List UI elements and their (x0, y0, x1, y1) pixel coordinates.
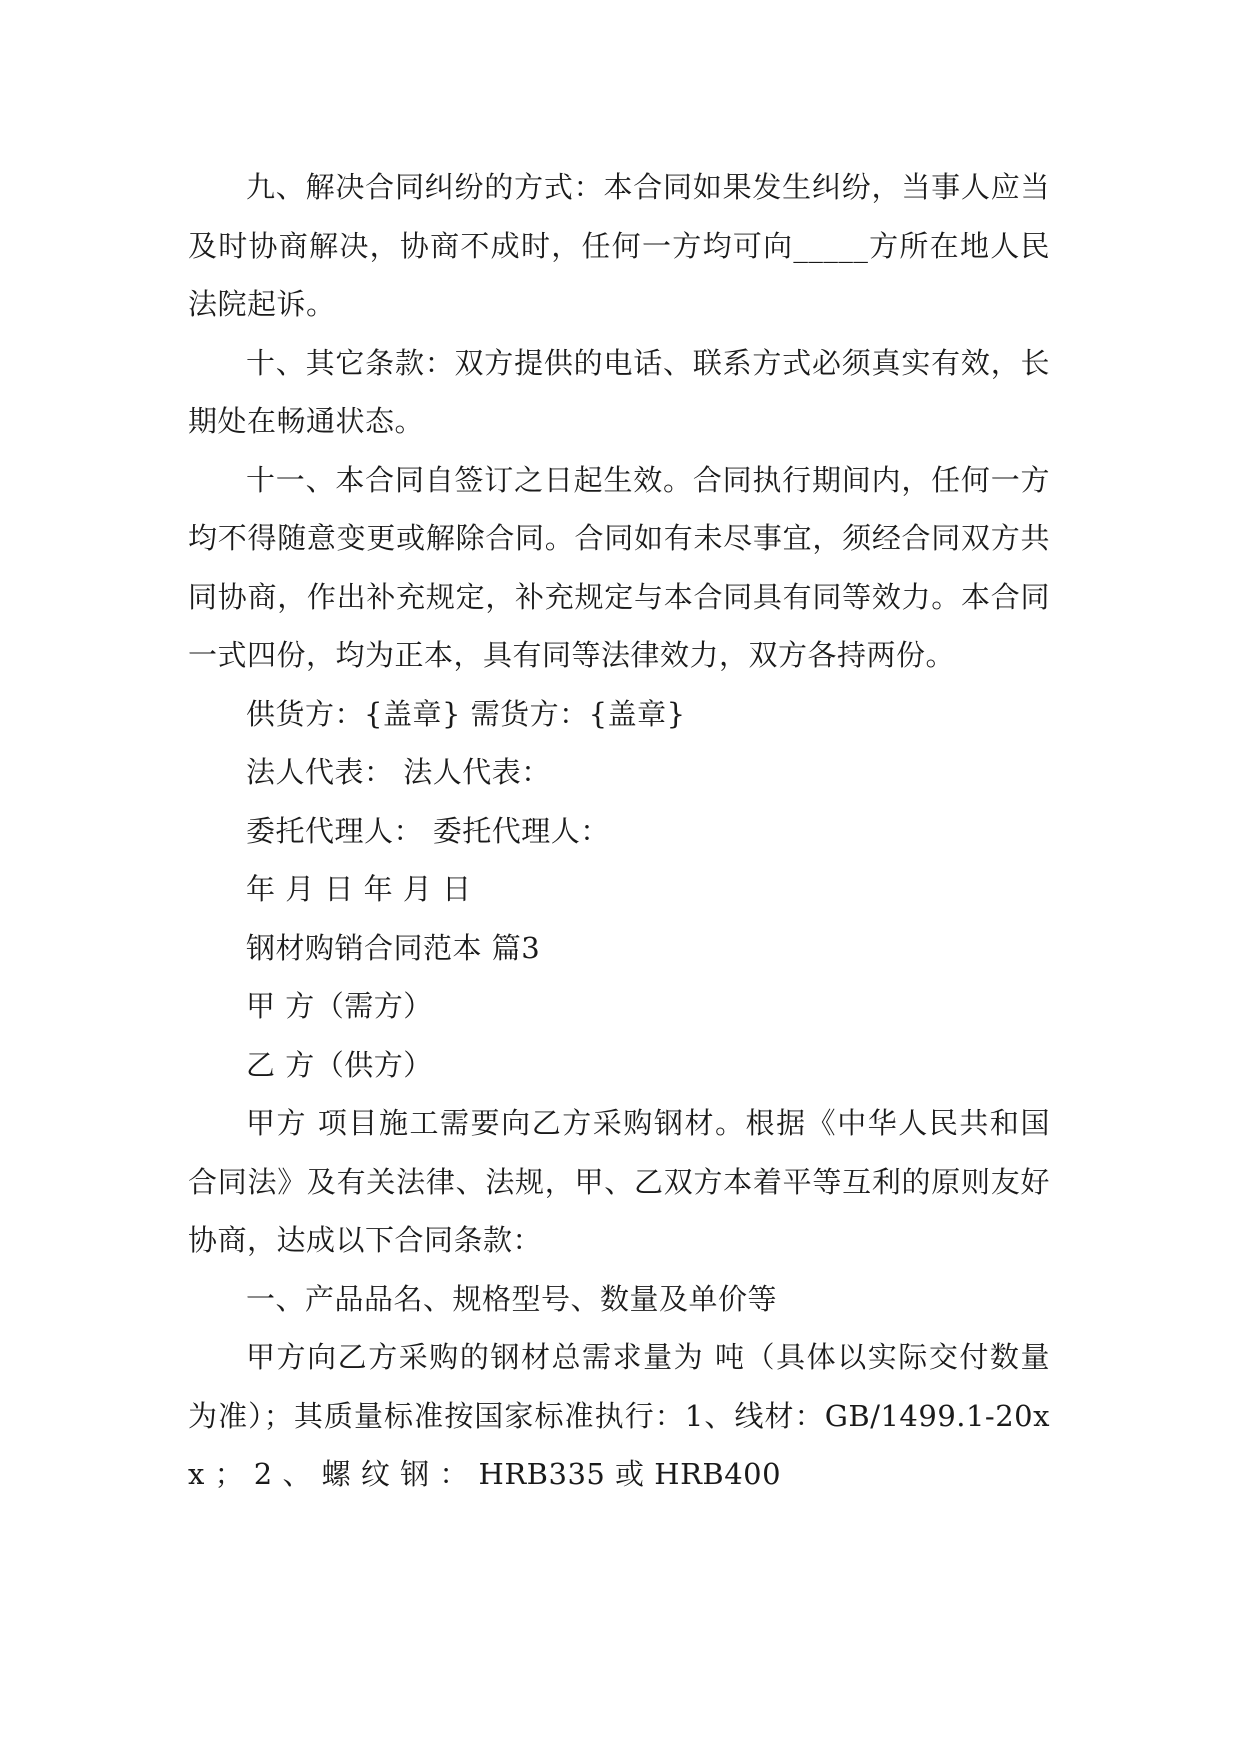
authorized-agent-line: 委托代理人： 委托代理人： (246, 813, 610, 848)
article-1-body: 甲方向乙方采购的钢材总需求量为 吨（具体以实际交付数量为准）；其质量标准按国家标准执行：1、线材：GB/1499.1-20xx ； 2 、 螺 纹 钢 ： HRB335 或 HRB400 (188, 1340, 1050, 1491)
clause-11-effectiveness: 十一、本合同自签订之日起生效。合同执行期间内，任何一方均不得随意变更或解除合同。合同如有未尽事宜，须经合同双方共同协商，作出补充规定，补充规定与本合同具有同等效力。本合同一式四份，均为正本，具有同等法律效力，双方各持两份。 (188, 462, 1050, 672)
clause-9-dispute-resolution: 九、解决合同纠纷的方式：本合同如果发生纠纷，当事人应当及时协商解决，协商不成时，任何一方均可向_____方所在地人民法院起诉。 (188, 170, 1050, 321)
legal-representative-line: 法人代表： 法人代表： (246, 755, 551, 789)
date-line: 年 月 日 年 月 日 (246, 872, 472, 906)
party-b-line: 乙 方（供方） (246, 1047, 433, 1082)
clause-10-other-terms: 十、其它条款：双方提供的电话、联系方式必须真实有效，长期处在畅通状态。 (188, 345, 1050, 438)
preamble-paragraph: 甲方 项目施工需要向乙方采购钢材。根据《中华人民共和国合同法》及有关法律、法规，甲、乙双方本着平等互利的原则友好协商，达成以下合同条款： (188, 1106, 1050, 1257)
article-1-heading: 一、产品品名、规格型号、数量及单价等 (246, 1281, 778, 1316)
party-a-line: 甲 方（需方） (246, 989, 433, 1023)
section-heading: 钢材购销合同范本 篇3 (246, 930, 541, 965)
signature-seal-line: 供货方：{盖章} 需货方：{盖章} (246, 696, 686, 731)
document-body (188, 158, 1050, 1504)
